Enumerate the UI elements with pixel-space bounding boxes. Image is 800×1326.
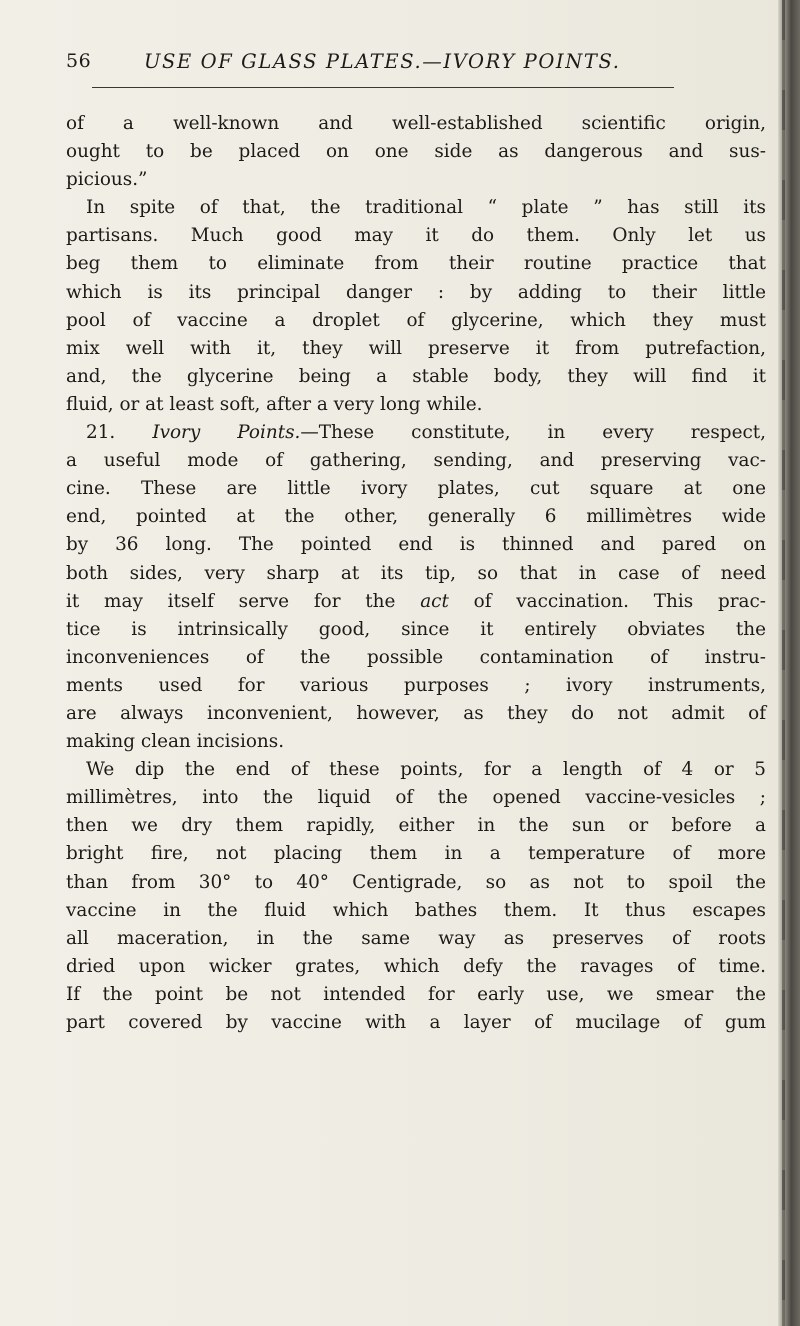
page-number: 56 [66,50,92,72]
section-title: Ivory Points. [152,422,301,444]
text-line: making clean incisions. [66,731,285,753]
text-line: millimètres, into the liquid of the opened vaccine-vesicles ; [66,787,766,809]
text-line: a useful mode of gathering, sending, and preserving vac- [66,450,766,472]
section-lead-text: —These constitute, in every respect, [300,422,766,444]
text-line: pool of vaccine a droplet of glycerine, which they must [66,309,766,331]
text-line: beg them to eliminate from their routine practice that [66,253,766,275]
text-line: than from 30° to 40° Centigrade, so as not to spoil the [66,871,766,893]
text-line: partisans. Much good may it do them. Only let us [66,225,766,247]
book-gutter-edge [778,0,800,1326]
text-line: inconveniences of the possible contamination of instru- [66,646,766,668]
text-line: If the point be not intended for early use, we smear the [66,983,766,1005]
text-line: cine. These are little ivory plates, cut square at one [66,478,766,500]
text-line: and, the glycerine being a stable body, they will find it [66,365,766,387]
text-line: of a well-known and well-established scientific origin, [66,113,766,134]
text-line: all maceration, in the same way as preserves of roots [66,927,766,949]
text-line: bright fire, not placing them in a temperature of more [66,843,766,865]
running-title: USE OF GLASS PLATES.—IVORY POINTS. [144,50,621,73]
text-line: end, pointed at the other, generally 6 millimètres wide [66,506,766,528]
emphasis-text: act [420,590,449,612]
text-line-with-emphasis [66,588,766,616]
section-number: 21. [86,422,153,444]
body-text [66,110,766,1037]
text-line: We dip the end of these points, for a length of 4 or 5 [86,759,766,781]
header-rule [92,87,674,88]
text-line: are always inconvenient, however, as they do not admit of [66,702,766,724]
text-line: picious.” [66,169,148,191]
text-line: both sides, very sharp at its tip, so that in case of need [66,562,766,584]
text-line: fluid, or at least soft, after a very long while. [66,393,483,415]
section-heading-line [66,419,766,447]
text-line: ought to be placed on one side as dangerous and sus- [66,141,766,163]
text-line: dried upon wicker grates, which defy the ravages of time. [66,955,766,977]
text-line: part covered by vaccine with a layer of mucilage of gum [66,1012,766,1033]
text-run: of vaccination. This prac- [448,590,766,612]
text-line: which is its principal danger : by adding to their little [66,281,766,303]
running-head [66,44,766,84]
text-run: it may itself serve for the [66,590,421,612]
text-line: tice is intrinsically good, since it entirely obviates the [66,618,766,640]
text-line: then we dry them rapidly, either in the sun or before a [66,815,766,837]
text-line: by 36 long. The pointed end is thinned and pared on [66,534,766,556]
text-line: mix well with it, they will preserve it from putrefaction, [66,337,766,359]
text-line: vaccine in the fluid which bathes them. It thus escapes [66,899,766,921]
text-line: ments used for various purposes ; ivory instruments, [66,674,766,696]
text-line: In spite of that, the traditional “ plate ” has still its [86,197,766,219]
